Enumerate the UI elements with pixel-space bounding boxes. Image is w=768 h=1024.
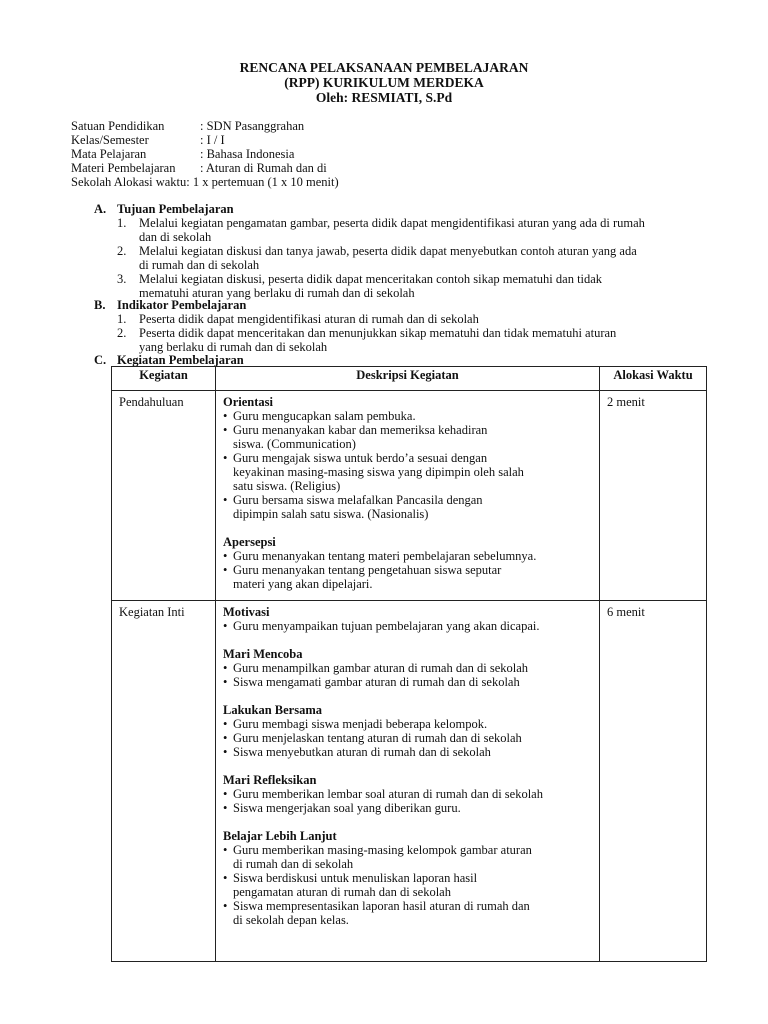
bullet-line: • Guru memberikan masing-masing kelompok gambar aturan	[233, 843, 532, 857]
block-title: Apersepsi	[223, 535, 276, 549]
section-title: Tujuan Pembelajaran	[117, 202, 234, 216]
bullet-item	[223, 801, 595, 815]
bullet-item	[223, 899, 595, 927]
list-number: 1.	[117, 312, 127, 326]
identity-value: : SDN Pasanggrahan	[200, 119, 305, 133]
list-item	[117, 216, 645, 230]
identity-label: Mata Pelajaran	[71, 147, 147, 161]
list-text: Melalui kegiatan diskusi, peserta didik dapat menceritakan contoh sikap mematuhi dan tidak	[139, 272, 603, 286]
block-title: Mari Mencoba	[223, 647, 303, 661]
identity-value: : 1 x pertemuan (1 x 10 menit)	[186, 175, 339, 189]
bullet-item	[223, 675, 595, 689]
bullet-line: • Guru memberikan lembar soal aturan di rumah dan di sekolah	[233, 787, 543, 801]
cell-kegiatan: Pendahuluan	[112, 391, 216, 601]
identity-row	[71, 161, 327, 175]
list-text: Melalui kegiatan pengamatan gambar, peserta didik dapat mengidentifikasi aturan yang ada di rumah	[139, 216, 645, 230]
bullet-item	[223, 661, 595, 675]
bullet-item	[223, 731, 595, 745]
bullet-line: • Guru menanyakan tentang pengetahuan siswa seputar	[233, 563, 502, 577]
identity-value: : I / I	[200, 133, 225, 147]
bullet-line: • Siswa mengerjakan soal yang diberikan guru.	[233, 801, 461, 815]
bullet-item	[223, 745, 595, 759]
block-title: Mari Refleksikan	[223, 773, 317, 787]
bullet-item	[223, 871, 595, 899]
list-number: 1.	[117, 216, 127, 230]
list-text-cont: di rumah dan di sekolah	[139, 258, 260, 272]
bullet-line: keyakinan masing-masing siswa yang dipimpin oleh salah	[233, 465, 524, 479]
bullet-line: • Siswa menyebutkan aturan di rumah dan di sekolah	[233, 745, 491, 759]
col-header-alokasi: Alokasi Waktu	[600, 367, 707, 391]
bullet-line: • Guru menampilkan gambar aturan di rumah dan di sekolah	[233, 661, 529, 675]
block-title: Motivasi	[223, 605, 270, 619]
cell-deskripsi	[216, 601, 600, 962]
bullet-item	[223, 563, 595, 591]
table-row	[112, 601, 707, 962]
list-number: 3.	[117, 272, 127, 286]
list-item	[117, 312, 479, 326]
col-header-deskripsi: Deskripsi Kegiatan	[216, 367, 600, 391]
list-text: Melalui kegiatan diskusi dan tanya jawab, peserta didik dapat menyebutkan contoh aturan yang ada	[139, 244, 637, 258]
identity-label: Materi Pembelajaran	[71, 161, 176, 175]
bullet-line: • Siswa mengamati gambar aturan di rumah dan di sekolah	[233, 675, 520, 689]
identity-label: Satuan Pendidikan	[71, 119, 165, 133]
cell-kegiatan: Kegiatan Inti	[112, 601, 216, 962]
identity-row	[71, 119, 304, 133]
bullet-item	[223, 451, 595, 493]
section-letter: B.	[94, 298, 106, 312]
table-row	[112, 391, 707, 601]
doc-author: Oleh: RESMIATI, S.Pd	[315, 90, 453, 105]
bullet-line: pengamatan aturan di rumah dan di sekolah	[233, 885, 451, 899]
bullet-line: • Guru menanyakan tentang materi pembelajaran sebelumnya.	[233, 549, 537, 563]
bullet-line: siswa. (Communication)	[233, 437, 356, 451]
bullet-line: dipimpin salah satu siswa. (Nasionalis)	[233, 507, 429, 521]
identity-value: : Aturan di Rumah dan di	[200, 161, 327, 175]
section-a-heading	[94, 202, 234, 216]
list-number: 2.	[117, 244, 127, 258]
section-title: Kegiatan Pembelajaran	[117, 353, 244, 367]
section-c-heading	[94, 353, 244, 367]
bullet-line: • Guru membagi siswa menjadi beberapa kelompok.	[233, 717, 488, 731]
list-item	[117, 244, 637, 258]
bullet-line: materi yang akan dipelajari.	[233, 577, 373, 591]
bullet-line: • Siswa berdiskusi untuk menuliskan laporan hasil	[233, 871, 478, 885]
cell-alokasi: 2 menit	[600, 391, 707, 601]
bullet-item	[223, 843, 595, 871]
bullet-line: • Guru bersama siswa melafalkan Pancasila dengan	[233, 493, 483, 507]
bullet-line: • Guru menjelaskan tentang aturan di rumah dan di sekolah	[233, 731, 522, 745]
identity-label: Sekolah Alokasi waktu	[71, 175, 187, 189]
identity-row	[71, 175, 339, 189]
bullet-item	[223, 787, 595, 801]
section-title: Indikator Pembelajaran	[117, 298, 247, 312]
doc-title: RENCANA PELAKSANAAN PEMBELAJARAN	[239, 60, 529, 75]
bullet-item	[223, 549, 595, 563]
bullet-item	[223, 409, 595, 423]
bullet-item	[223, 717, 595, 731]
bullet-line: di sekolah depan kelas.	[233, 913, 349, 927]
list-text: Peserta didik dapat menceritakan dan menunjukkan sikap mematuhi dan tidak mematuhi aturan	[139, 326, 617, 340]
col-header-kegiatan: Kegiatan	[112, 367, 216, 391]
list-text: Peserta didik dapat mengidentifikasi aturan di rumah dan di sekolah	[139, 312, 479, 326]
identity-value: : Bahasa Indonesia	[200, 147, 295, 161]
list-number: 2.	[117, 326, 127, 340]
list-text-cont: mematuhi aturan yang berlaku di rumah dan di sekolah	[139, 286, 415, 300]
block-title: Orientasi	[223, 395, 273, 409]
section-letter: A.	[94, 202, 107, 216]
cell-deskripsi	[216, 391, 600, 601]
list-text-cont: yang berlaku di rumah dan di sekolah	[139, 340, 328, 354]
list-text-cont: dan di sekolah	[139, 230, 212, 244]
bullet-line: • Guru menanyakan kabar dan memeriksa kehadiran	[233, 423, 488, 437]
bullet-item	[223, 423, 595, 451]
bullet-line: satu siswa. (Religius)	[233, 479, 341, 493]
bullet-line: di rumah dan di sekolah	[233, 857, 354, 871]
bullet-item	[223, 619, 595, 633]
bullet-line: • Guru mengucapkan salam pembuka.	[233, 409, 416, 423]
bullet-line: • Guru menyampaikan tujuan pembelajaran yang akan dicapai.	[233, 619, 540, 633]
activity-table	[111, 366, 707, 962]
identity-row	[71, 147, 294, 161]
block-title: Belajar Lebih Lanjut	[223, 829, 337, 843]
section-b-heading	[94, 298, 246, 312]
bullet-line: • Guru mengajak siswa untuk berdo’a sesuai dengan	[233, 451, 488, 465]
table-header-row	[112, 367, 707, 391]
cell-alokasi: 6 menit	[600, 601, 707, 962]
identity-label: Kelas/Semester	[71, 133, 149, 147]
bullet-item	[223, 493, 595, 521]
section-letter: C.	[94, 353, 107, 367]
doc-subtitle: (RPP) KURIKULUM MERDEKA	[284, 75, 484, 90]
bullet-line: • Siswa mempresentasikan laporan hasil aturan di rumah dan	[233, 899, 530, 913]
identity-row	[71, 133, 225, 147]
list-item	[117, 326, 616, 340]
list-item	[117, 272, 602, 286]
block-title: Lakukan Bersama	[223, 703, 322, 717]
